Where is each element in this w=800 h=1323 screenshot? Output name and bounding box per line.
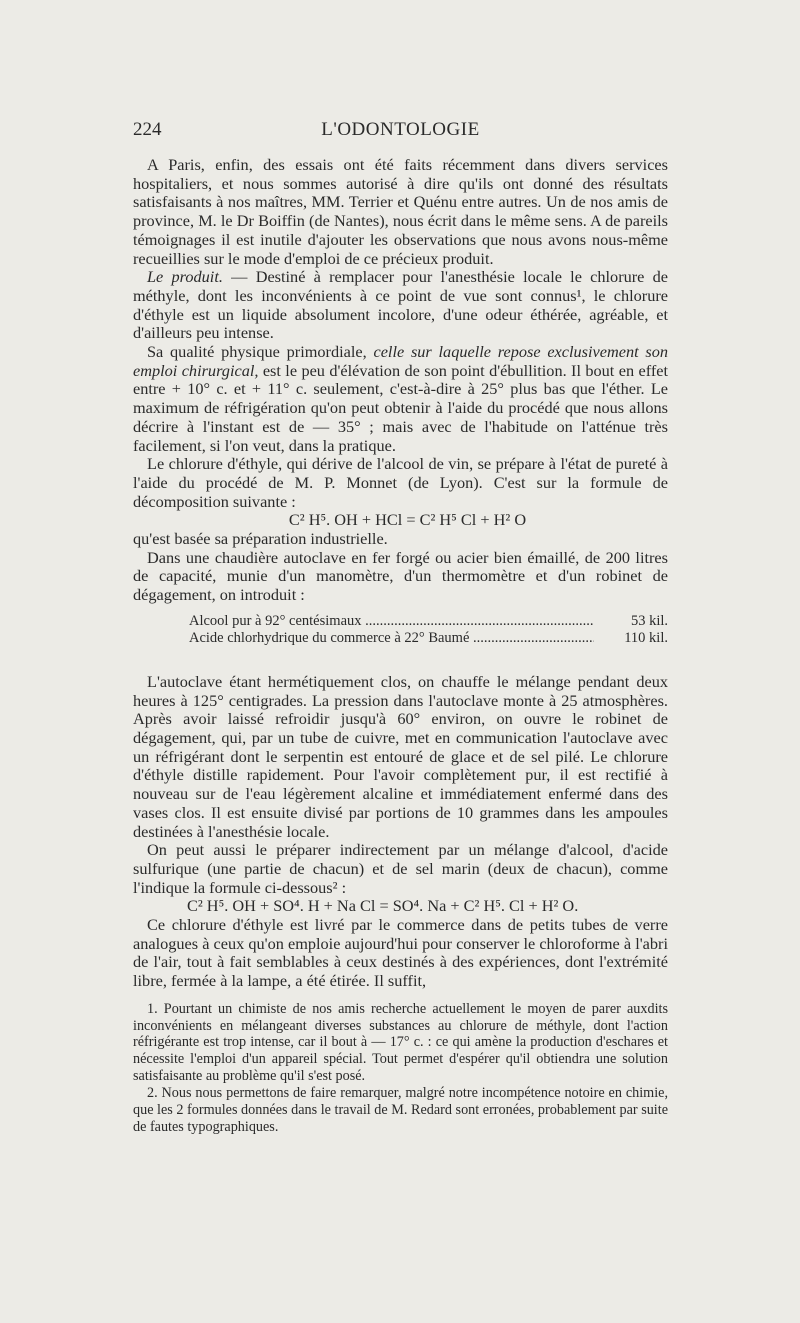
ingredients-table [133, 613, 668, 647]
paragraph-3-italic: celle sur laquelle repose exclusivement son emploi chirurgical, [133, 342, 668, 380]
running-title: L'ODONTOLOGIE [321, 119, 480, 140]
paragraph-3-text: est le peu d'élévation de son point d'ébullition. Il bout en effet entre + 10° c. et + 11° c. seulement, c'est-à-dire à 25° plus bas que l'éther. Le maximum de réfrigération qu'on peut obtenir à l'aide du procédé que nous allons décrire à l'instant est de — 35° ; mais avec de l'habitude on l'atténue très facilement, si l'on veut, dans la pratique. [133, 360, 668, 455]
formula-1: C² H⁵. OH + HCl = C² H⁵ Cl + H² O [288, 510, 527, 530]
table-row [133, 630, 668, 647]
paragraph-7: L'autoclave étant hermétiquement clos, on chauffe le mélange pendant deux heures à 125° centigrades. La pression dans l'autoclave monte à 25 atmosphères. Après avoir laissé refroidir jusqu'à 60° environ, on ouvre le robinet de dégagement, qui, par un tube de cuivre, met en communication l'autoclave avec un réfrigérant dont le serpentin est entouré de glace et de sel pilé. Le chlorure d'éthyle distille rapidement. Pour l'avoir complètement pur, il est rectifié à nouveau sur de l'eau légèrement alcaline et immédiatement enfermé dans des vases clos. Il est ensuite divisé par portions de 10 grammes dans les ampoules destinées à l'anesthésie locale. [133, 671, 668, 841]
section-heading-le-produit: Le produit. [147, 267, 223, 287]
paragraph-2: Le produit. — Destiné à remplacer pour l'anesthésie locale le chlorure de méthyle, dont les inconvénients à ce point de vue sont connus¹, le chlorure d'éthyle est un liquide absolument incolore, d'une odeur éthérée, agréable, et d'ailleurs peu intense. [133, 267, 669, 343]
footnote-2: 2. Nous nous permettons de faire remarquer, malgré notre incompétence notoire en chimie, que les 2 formules données dans le travail de M. Redard sont erronées, probablement par suite de fautes typographiques. [133, 1085, 668, 1135]
paragraph-1: A Paris, enfin, des essais ont été faits récemment dans divers services hospitaliers, et nous sommes autorisé à dire qu'ils ont donné des résultats satisfaisants à nos maîtres, MM. Terrier et Quénu entre autres. Un de nos amis de province, M. le Dr Boiffin (de Nantes), nous écrit dans le même sens. A de pareils témoignages il est inutile d'ajouter les observations que nous avons nous-même recueillies sur le mode d'emploi de ce précieux produit. [133, 155, 668, 268]
table-row [133, 613, 668, 630]
paragraph-9: Ce chlorure d'éthyle est livré par le commerce dans de petits tubes de verre analogues à ceux qu'on emploie aujourd'hui pour conserver le chloroforme à l'abri de l'air, tout à fait semblables à ceux destinés à des expériences, dont l'extrémité libre, fermée à la lampe, a été étirée. Il suffit, [133, 915, 668, 991]
paragraph-6: Dans une chaudière autoclave en fer forgé ou acier bien émaillé, de 200 litres de capacité, munie d'un manomètre, d'un thermomètre et d'un robinet de dégagement, on introduit : [133, 547, 668, 605]
paragraph-2-text: Destiné à remplacer pour l'anesthésie locale le chlorure de méthyle, dont les inconvénients à ce point de vue sont connus¹, le chlorure d'éthyle est un liquide absolument incolore, d'une odeur éthérée, agréable, et d'ailleurs peu intense. [133, 267, 669, 343]
page-header [133, 119, 668, 145]
table-row-value: 53 kil. [630, 612, 668, 629]
footnote-1: 1. Pourtant un chimiste de nos amis recherche actuellement le moyen de parer auxdits inconvénients en mélangeant diverses substances au chlorure de méthyle, dont l'action réfrigérante est trop intense, car il bout à — 17° c. : ce qui amène la production d'eschares et nécessite l'emploi d'un appareil spécial. Tout permet d'espérer qu'il obtiendra une solution satisfaisante au problème qu'il s'est posé. [133, 1000, 668, 1084]
paragraph-8: On peut aussi le préparer indirectement par un mélange d'alcool, d'acide sulfurique (une partie de chacun) et de sel marin (deux de chacun), comme l'indique la formule ci-dessous² : [133, 840, 668, 897]
paragraph-3-lead: Sa qualité physique primordiale, [147, 342, 374, 362]
page-number: 224 [133, 119, 162, 140]
table-row-value: 110 kil. [624, 629, 668, 646]
table-row-label: Alcool pur à 92° centésimaux ..... [189, 613, 594, 630]
formula-2: C² H⁵. OH + SO⁴. H + Na Cl = SO⁴. Na + C² H⁵. Cl + H² O. [187, 896, 579, 916]
paragraph-4: Le chlorure d'éthyle, qui dérive de l'alcool de vin, se prépare à l'état de pureté à l'aide du procédé de M. P. Monnet (de Lyon). C'est sur la formule de décomposition suivante : [133, 454, 668, 511]
paragraph-5: qu'est basée sa préparation industrielle. [133, 529, 388, 549]
paragraph-3 [133, 343, 668, 455]
footnotes [133, 1001, 668, 1136]
article-body [133, 156, 668, 1136]
table-row-label: Acide chlorhydrique du commerce à 22° Baumé ..... [189, 630, 594, 647]
